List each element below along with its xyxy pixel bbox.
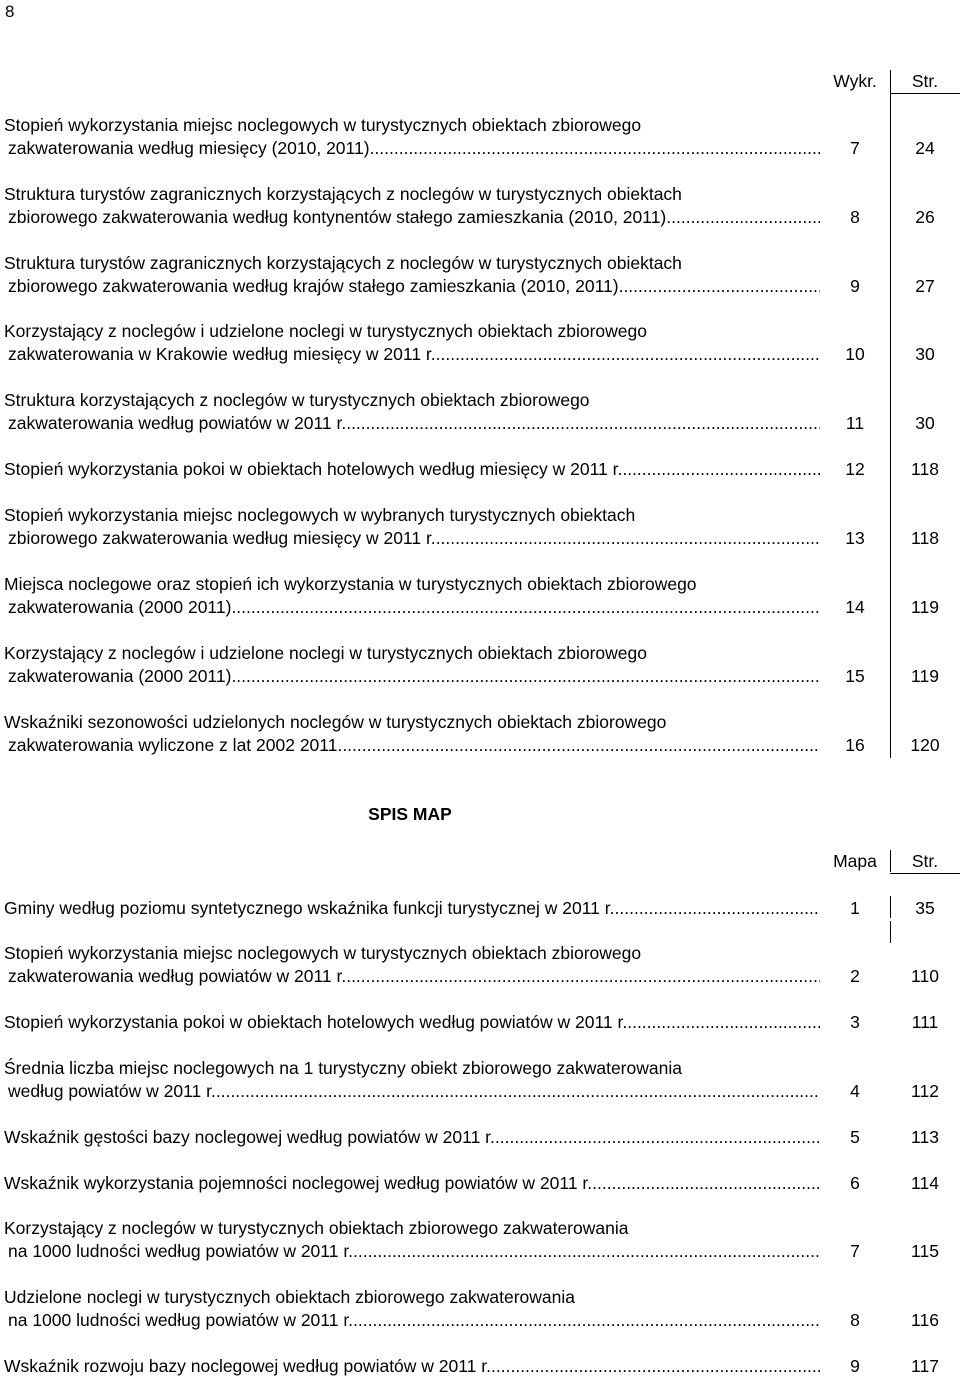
page-header: Str. (911, 71, 939, 91)
map-entry[interactable] (0, 1355, 960, 1378)
dot-leader (346, 965, 820, 988)
chart-entry[interactable] (0, 252, 960, 298)
entry-title-line: według powiatów w 2011 r. (8, 1081, 216, 1101)
map-entry[interactable] (0, 1011, 960, 1034)
page-number-ref: 113 (911, 1127, 939, 1147)
entry-last-line (8, 412, 820, 435)
page-number-ref: 116 (911, 1310, 939, 1330)
map-number: 2 (850, 966, 860, 986)
chart-number: 8 (850, 207, 860, 227)
page-number-ref: 111 (911, 1012, 939, 1032)
entry-last-line (8, 527, 820, 550)
entry-last-line (8, 665, 820, 688)
entry-title-line: zakwaterowania (2000 2011) (8, 666, 232, 686)
chart-entry[interactable] (0, 573, 960, 619)
entry-last-line (8, 275, 820, 298)
page-number-ref: 114 (911, 1173, 939, 1193)
entry-title-line: na 1000 ludności według powiatów w 2011 r. (8, 1241, 354, 1261)
entry-last-line (8, 343, 820, 366)
entry-last-line (4, 1011, 820, 1034)
map-number: 7 (850, 1241, 860, 1261)
entry-title-line: Struktura turystów zagranicznych korzystających z noclegów w turystycznych obiektach (4, 253, 682, 273)
entry-title-line: Struktura korzystających z noclegów w turystycznych obiektach zbiorowego (4, 390, 590, 410)
chart-number: 15 (845, 666, 865, 686)
dot-leader (491, 1355, 820, 1378)
entry-title-line: Stopień wykorzystania miejsc noclegowych w turystycznych obiektach zbiorowego (4, 943, 642, 963)
dot-leader (436, 527, 820, 550)
header-rule (890, 93, 960, 94)
chart-number: 11 (845, 413, 865, 433)
map-entry[interactable] (0, 1217, 960, 1263)
dot-leader (619, 275, 820, 298)
dot-leader (353, 1240, 820, 1263)
page-number-ref: 35 (915, 898, 935, 918)
dot-leader (592, 1172, 820, 1195)
page-header: Str. (911, 851, 939, 871)
entry-last-line (8, 734, 820, 757)
page-number-ref: 30 (915, 344, 935, 364)
entry-title-line: Stopień wykorzystania miejsc noclegowych w turystycznych obiektach zbiorowego (4, 115, 642, 135)
chart-entry[interactable] (0, 114, 960, 160)
map-number: 6 (850, 1173, 860, 1193)
entry-last-line (8, 1240, 820, 1263)
dot-leader (216, 1080, 820, 1103)
page-number-ref: 112 (911, 1081, 939, 1101)
chart-entry[interactable] (0, 642, 960, 688)
chart-number: 16 (845, 735, 865, 755)
chart-number: 7 (850, 138, 860, 158)
chart-entry[interactable] (0, 389, 960, 435)
entry-last-line (8, 1080, 820, 1103)
entry-title-line: zakwaterowania wyliczone z lat 2002 2011 (8, 735, 338, 755)
map-entry[interactable] (0, 897, 960, 920)
map-number: 1 (850, 898, 860, 918)
maps-section-title: SPIS MAP (368, 804, 452, 824)
entry-last-line (8, 206, 820, 229)
chart-entry[interactable] (0, 183, 960, 229)
chart-number: 14 (845, 597, 865, 617)
page-number-ref: 26 (915, 207, 935, 227)
page-number-ref: 118 (911, 459, 939, 479)
map-entry[interactable] (0, 1057, 960, 1103)
page-number-ref: 119 (911, 597, 939, 617)
entry-title-line: zakwaterowania według powiatów w 2011 r. (8, 966, 347, 986)
entry-title-line: Struktura turystów zagranicznych korzystających z noclegów w turystycznych obiektach (4, 184, 682, 204)
entry-last-line (8, 596, 820, 619)
chart-entry[interactable] (0, 458, 960, 481)
entry-title-line: Korzystający z noclegów w turystycznych obiektach zbiorowego zakwaterowania (4, 1218, 629, 1238)
page-number-ref: 117 (911, 1356, 939, 1376)
maps-column-header (820, 850, 960, 872)
entry-last-line (4, 458, 820, 481)
entry-title-line: Wskaźnik gęstości bazy noclegowej według powiatów w 2011 r. (4, 1127, 495, 1147)
entry-title-line: zbiorowego zakwaterowania według krajów stałego zamieszkania (2010, 2011) (8, 276, 619, 296)
page-number-ref: 110 (911, 966, 939, 986)
entry-title-line: zbiorowego zakwaterowania według miesięcy w 2011 r. (8, 528, 436, 548)
entry-last-line (8, 1309, 820, 1332)
page-number-ref: 27 (915, 276, 935, 296)
entry-last-line (4, 1172, 820, 1195)
page-number-ref: 120 (910, 735, 940, 755)
map-entry[interactable] (0, 1126, 960, 1149)
dot-leader (353, 1309, 820, 1332)
entry-title-line: Wskaźnik wykorzystania pojemności noclegowej według powiatów w 2011 r. (4, 1173, 593, 1193)
entry-title-line: Korzystający z noclegów i udzielone noclegi w turystycznych obiektach zbiorowego (4, 321, 647, 341)
entry-title-line: Wskaźnik rozwoju bazy noclegowej według powiatów w 2011 r. (4, 1356, 492, 1376)
chart-entry[interactable] (0, 320, 960, 366)
map-entry[interactable] (0, 1172, 960, 1195)
dot-leader (671, 206, 820, 229)
dot-leader (622, 458, 820, 481)
entry-title-line: na 1000 ludności według powiatów w 2011 r. (8, 1310, 354, 1330)
dot-leader (627, 1011, 820, 1034)
entry-last-line (8, 965, 820, 988)
chart-number: 12 (845, 459, 865, 479)
chart-number: 10 (845, 344, 865, 364)
entry-title-line: Średnia liczba miejsc noclegowych na 1 turystyczny obiekt zbiorowego zakwaterowania (4, 1058, 682, 1078)
entry-title-line: Stopień wykorzystania pokoi w obiektach hotelowych według miesięcy w 2011 r. (4, 459, 623, 479)
dot-leader (231, 596, 820, 619)
page-number-ref: 119 (911, 666, 939, 686)
chart-number: 9 (850, 276, 860, 296)
entry-title-line: zakwaterowania (2000 2011) (8, 597, 232, 617)
maps-column-divider (890, 921, 891, 943)
entry-title-line: Stopień wykorzystania pokoi w obiektach hotelowych według powiatów w 2011 r. (4, 1012, 628, 1032)
charts-column-header (820, 70, 960, 92)
page-number-ref: 30 (915, 413, 935, 433)
dot-leader (374, 137, 820, 160)
map-number: 4 (850, 1081, 860, 1101)
page-number-ref: 118 (911, 528, 939, 548)
map-entry[interactable] (0, 942, 960, 988)
dot-leader (495, 1126, 820, 1149)
entry-title-line: Korzystający z noclegów i udzielone noclegi w turystycznych obiektach zbiorowego (4, 643, 647, 663)
chart-number: 13 (845, 528, 865, 548)
dot-leader (436, 343, 820, 366)
map-number: 9 (850, 1356, 860, 1376)
map-entry[interactable] (0, 1286, 960, 1332)
entry-title-line: Wskaźniki sezonowości udzielonych noclegów w turystycznych obiektach zbiorowego (4, 712, 667, 732)
entry-title-line: zakwaterowania według powiatów w 2011 r. (8, 413, 347, 433)
dot-leader (346, 412, 820, 435)
entry-last-line (4, 1126, 820, 1149)
map-number: 8 (850, 1310, 860, 1330)
page-number: 8 (5, 2, 15, 21)
map-number: 3 (850, 1012, 860, 1032)
page-number-ref: 115 (911, 1241, 939, 1261)
dot-leader (615, 897, 820, 920)
page-number-ref: 24 (915, 138, 935, 158)
map-number: 5 (850, 1127, 860, 1147)
entry-title-line: Udzielone noclegi w turystycznych obiektach zbiorowego zakwaterowania (4, 1287, 575, 1307)
dot-leader (231, 665, 820, 688)
entry-title-line: zakwaterowania według miesięcy (2010, 2011). (8, 138, 375, 158)
chart-number-header: Wykr. (833, 71, 877, 91)
map-number-header: Mapa (833, 851, 877, 871)
entry-last-line (8, 137, 820, 160)
dot-leader (337, 734, 820, 757)
entry-title-line: zakwaterowania w Krakowie według miesięcy w 2011 r. (8, 344, 436, 364)
entry-title-line: zbiorowego zakwaterowania według kontynentów stałego zamieszkania (2010, 2011). (8, 207, 672, 227)
entry-last-line (4, 897, 820, 920)
chart-entry[interactable] (0, 711, 960, 757)
header-rule (890, 873, 960, 874)
chart-entry[interactable] (0, 504, 960, 550)
entry-title-line: Stopień wykorzystania miejsc noclegowych w wybranych turystycznych obiektach (4, 505, 636, 525)
entry-title-line: Miejsca noclegowe oraz stopień ich wykorzystania w turystycznych obiektach zbiorowego (4, 574, 697, 594)
entry-title-line: Gminy według poziomu syntetycznego wskaźnika funkcji turystycznej w 2011 r. (4, 898, 615, 918)
entry-last-line (4, 1355, 820, 1378)
